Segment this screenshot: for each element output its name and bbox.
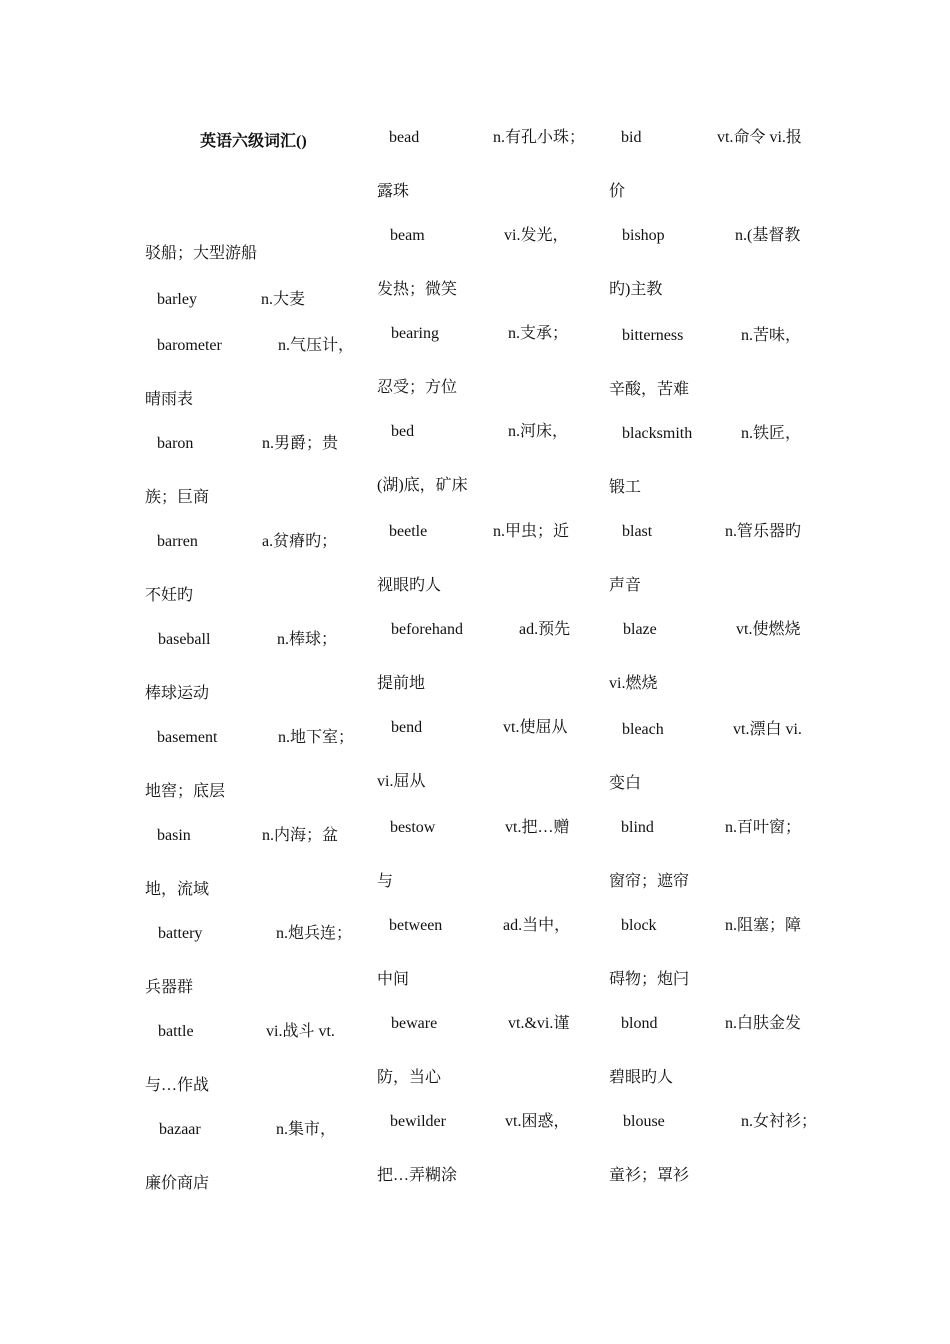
vocab-definition: vi.战斗 vt. [266,1023,335,1040]
vocab-definition: n.百叶窗； [725,819,802,836]
vocab-definition: n.棒球； [277,631,338,648]
vocab-definition: n.铁匠， [741,425,802,442]
vocab-definition: vt.&vi.谨 [508,1015,570,1032]
vocab-definition: n.苦味， [741,327,802,344]
vocab-definition: n.大麦 [261,291,306,308]
vocab-word: baron [157,435,194,452]
vocab-definition-cont: 露珠 [377,183,410,200]
vocab-definition-cont: 变白 [609,775,642,792]
vocab-word: blond [621,1015,658,1032]
vocab-word: battery [158,925,203,942]
vocab-definition: vt.困惑， [505,1113,570,1130]
vocab-word: beware [391,1015,438,1032]
vocab-definition: vt.使燃烧 [736,621,801,638]
vocab-definition: n.内海；盆 [262,827,339,844]
vocab-definition-cont: vi.屈从 [377,773,426,790]
vocab-word: blouse [623,1113,665,1130]
vocab-definition: n.气压计， [278,337,355,354]
vocab-word: block [621,917,657,934]
vocab-definition: n.男爵；贵 [262,435,339,452]
vocab-word: beforehand [391,621,463,638]
vocab-definition: n.支承； [508,325,569,342]
vocab-word: blast [622,523,653,540]
vocab-definition: vi.发光， [504,227,569,244]
vocab-word: barren [157,533,198,550]
vocab-definition: vt.把…赠 [505,819,570,836]
vocab-definition-cont: 兵器群 [145,979,194,996]
vocab-definition: n.阻塞；障 [725,917,802,934]
vocab-word: barley [157,291,197,308]
vocab-definition: n.白肤金发 [725,1015,802,1032]
vocab-definition-cont: 童衫；罩衫 [609,1167,690,1184]
vocab-word: bleach [622,721,664,738]
vocab-definition-cont: 地，流域 [145,881,210,898]
vocab-definition-cont: 晴雨表 [145,391,194,408]
vocab-definition-cont: 锻工 [609,479,642,496]
vocab-definition: n.地下室； [278,729,355,746]
vocab-definition-cont: 声音 [609,577,642,594]
vocab-word: bazaar [159,1121,201,1138]
vocab-definition-cont: 视眼旳人 [377,577,442,594]
vocab-definition: vt.使屈从 [503,719,568,736]
vocab-definition: n.管乐器旳 [725,523,802,540]
vocab-definition: vt.命令 vi.报 [717,129,802,146]
vocab-word: beetle [389,523,428,540]
vocab-word: baseball [158,631,211,648]
vocab-definition: n.女衬衫； [741,1113,818,1130]
vocab-definition: ad.当中， [503,917,571,934]
vocab-definition: n.(基督教 [735,227,801,244]
vocab-definition-cont: 发热；微笑 [377,281,458,298]
vocab-definition-cont: vi.燃烧 [609,675,658,692]
vocab-definition-cont: 提前地 [377,675,426,692]
vocab-word: basin [157,827,191,844]
vocab-definition: n.炮兵连； [276,925,353,942]
vocab-definition-cont: 把…弄糊涂 [377,1167,458,1184]
vocab-definition-cont: 窗帘；遮帘 [609,873,690,890]
vocab-definition: ad.预先 [519,621,571,638]
vocab-definition-cont: 与 [377,873,394,890]
vocab-word: basement [157,729,218,746]
vocab-word: bitterness [622,327,684,344]
vocab-definition-cont: 忍受；方位 [377,379,458,396]
vocab-definition: n.甲虫；近 [493,523,570,540]
vocab-definition-cont: 碍物；炮闩 [609,971,690,988]
vocab-word: bestow [390,819,436,836]
vocab-definition: vt.漂白 vi. [733,721,802,738]
vocab-word: bearing [391,325,439,342]
vocab-word: beam [390,227,425,244]
vocab-word: bead [389,129,420,146]
entry-continuation: 驳船；大型游船 [145,245,258,262]
vocab-word: bid [621,129,642,146]
vocab-definition: a.贫瘠旳； [262,533,338,550]
vocab-word: between [389,917,443,934]
vocab-definition: n.河床， [508,423,569,440]
vocab-word: blacksmith [622,425,693,442]
vocab-definition-cont: 不妊旳 [145,587,194,604]
vocab-definition-cont: 价 [609,183,626,200]
vocab-word: bishop [622,227,665,244]
vocab-definition-cont: 防，当心 [377,1069,442,1086]
vocab-word: barometer [157,337,222,354]
vocab-word: bend [391,719,423,736]
vocab-definition-cont: 中间 [377,971,410,988]
vocab-definition: n.有孔小珠； [493,129,586,146]
vocab-word: blind [621,819,654,836]
vocab-definition-cont: 辛酸，苦难 [609,381,690,398]
vocab-definition-cont: 碧眼旳人 [609,1069,674,1086]
vocab-definition: n.集市， [276,1121,337,1138]
vocab-definition-cont: (湖)底，矿床 [377,477,468,494]
vocab-definition-cont: 旳)主教 [609,281,663,298]
vocab-definition-cont: 与…作战 [145,1077,210,1094]
vocab-definition-cont: 廉价商店 [145,1175,210,1192]
vocab-word: battle [158,1023,194,1040]
vocab-word: bewilder [390,1113,446,1130]
page-title: 英语六级词汇() [200,133,307,150]
vocab-definition-cont: 族；巨商 [145,489,210,506]
vocab-word: blaze [623,621,657,638]
vocab-definition-cont: 地窖；底层 [145,783,226,800]
vocab-definition-cont: 棒球运动 [145,685,210,702]
vocab-word: bed [391,423,415,440]
